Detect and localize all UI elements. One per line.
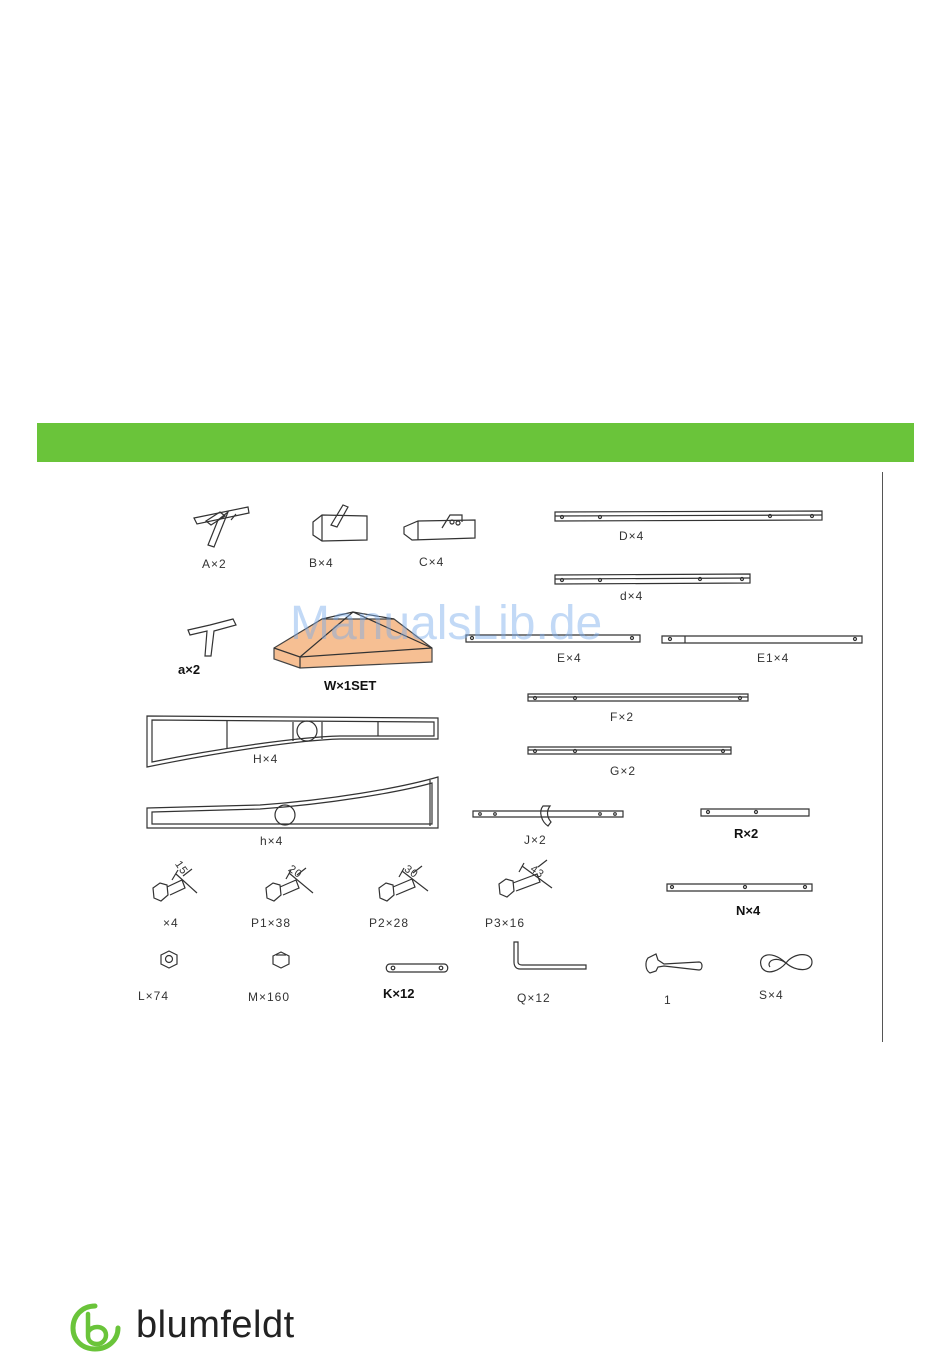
brand-name: blumfeldt: [136, 1304, 295, 1346]
label-F: F×2: [610, 710, 635, 724]
part-d-drawing: [555, 574, 750, 584]
label-P3: P3×16: [485, 916, 526, 930]
dim-P2: 30: [401, 862, 421, 882]
part-E1-drawing: [662, 636, 862, 643]
label-A: A×2: [202, 557, 227, 571]
strap-S-drawing: [761, 955, 812, 972]
label-C: C×4: [419, 555, 445, 569]
label-P2: P2×28: [369, 916, 410, 930]
label-E1: E1×4: [757, 651, 790, 665]
dim-P1: 20: [285, 862, 305, 882]
label-L: L×74: [138, 989, 170, 1003]
nut-M-drawing: [273, 952, 289, 968]
bolt-P3-drawing: [499, 860, 552, 897]
hex-key-Q-drawing: [514, 942, 586, 969]
part-h-drawing: [147, 777, 438, 828]
part-D-drawing: [555, 511, 822, 521]
label-G: G×2: [610, 764, 637, 778]
label-bolt: ×4: [163, 916, 179, 930]
watermark: ManualsLib.de: [290, 597, 603, 650]
part-R-drawing: [701, 809, 809, 816]
part-J-drawing: [473, 806, 623, 826]
bolt-1-drawing: [153, 869, 197, 901]
label-Q: Q×12: [517, 991, 551, 1005]
label-S: S×4: [759, 988, 784, 1002]
part-B-drawing: [313, 505, 367, 541]
nut-L-drawing: [161, 951, 177, 968]
dim-P3: 43: [527, 862, 547, 882]
label-W: W×1SET: [324, 678, 377, 693]
label-R: R×2: [734, 826, 759, 841]
part-A-drawing: [194, 507, 249, 547]
label-H: H×4: [253, 752, 279, 766]
label-h: h×4: [260, 834, 284, 848]
label-P1: P1×38: [251, 916, 292, 930]
dim-bolt: 15: [172, 858, 191, 878]
label-M: M×160: [248, 990, 291, 1004]
label-D: D×4: [619, 529, 645, 543]
part-N-drawing: [667, 884, 812, 891]
label-d: d×4: [620, 589, 644, 603]
brand-logo-icon: [70, 1302, 126, 1352]
label-wrench: 1: [664, 993, 672, 1007]
label-B: B×4: [309, 556, 334, 570]
label-K: K×12: [383, 986, 415, 1001]
wrench-drawing: [646, 954, 702, 973]
label-N: N×4: [736, 903, 761, 918]
part-H-drawing: [147, 716, 438, 767]
label-a: a×2: [178, 662, 201, 677]
brand-logo: [70, 1302, 340, 1352]
label-J: J×2: [524, 833, 547, 847]
label-E: E×4: [557, 651, 582, 665]
part-G-drawing: [528, 747, 731, 754]
part-C-drawing: [404, 515, 475, 540]
part-F-drawing: [528, 694, 748, 701]
part-a-drawing: [188, 619, 236, 656]
strap-K-drawing: [386, 964, 448, 972]
